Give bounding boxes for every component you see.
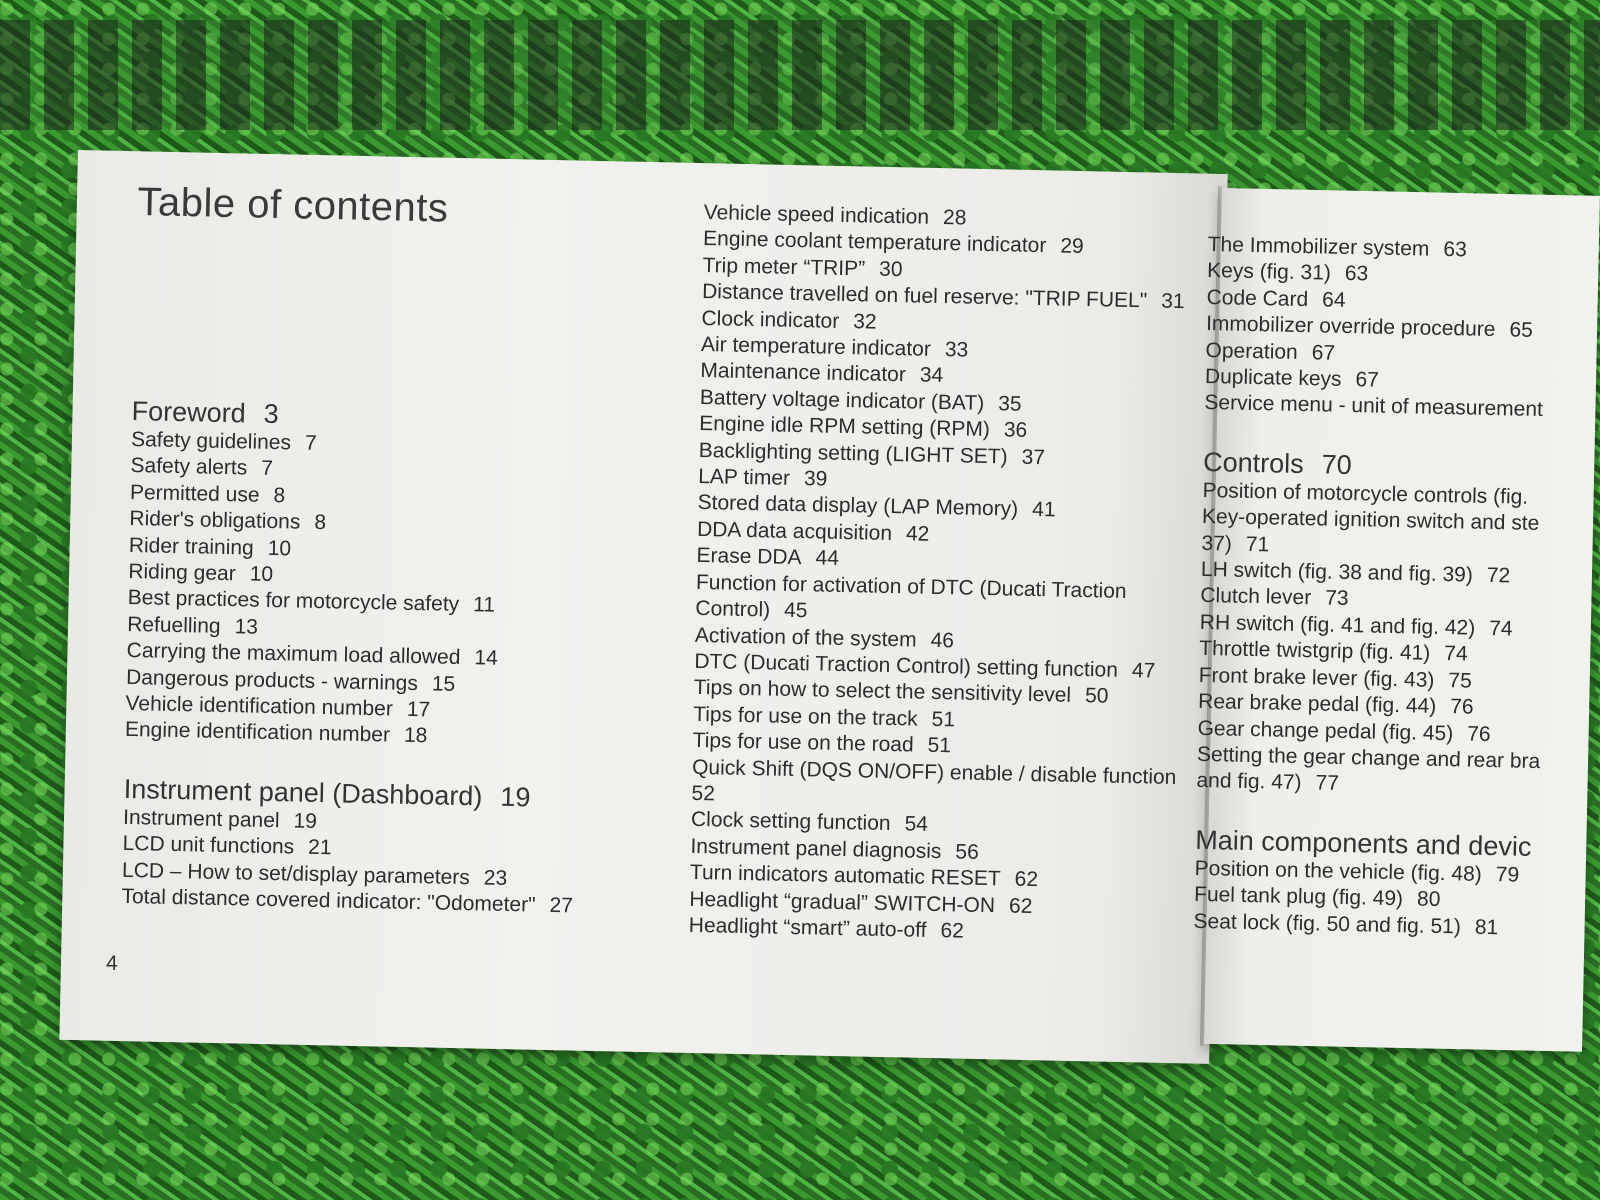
toc-entry-page: 29 (1060, 234, 1084, 259)
toc-entry-label: Engine idle RPM setting (RPM) (699, 412, 991, 442)
toc-entry-page: 76 (1450, 695, 1474, 719)
section-heading-page: 3 (263, 398, 280, 430)
toc-entry-label: Turn indicators automatic RESET (689, 861, 1001, 891)
right-page-clip (1193, 188, 1600, 1058)
toc-entry-label: Throttle twistgrip (fig. 41) (1199, 637, 1431, 666)
toc-entry-label: RH switch (fig. 41 and fig. 42) (1199, 610, 1476, 640)
mat-shadow-band (0, 20, 1600, 130)
toc-entry-label: Stored data display (LAP Memory) (697, 491, 1019, 522)
toc-entry-page: 8 (314, 511, 327, 535)
toc-entry-page: 45 (783, 598, 808, 623)
page-number: 4 (106, 952, 118, 975)
section-heading-label: Instrument panel (Dashboard) (123, 773, 483, 812)
toc-entry-label: Instrument panel (122, 805, 280, 833)
toc-entry-page: 72 (1486, 563, 1511, 588)
toc-entry-label: Clock setting function (690, 808, 891, 836)
toc-entry-label: Best practices for motorcycle safety (127, 586, 460, 617)
toc-entry-label: Erase DDA (696, 544, 802, 570)
toc-entry-label: and fig. 47) (1196, 769, 1302, 795)
toc-entry-page: 67 (1311, 340, 1336, 365)
toc-entry-page: 67 (1355, 368, 1380, 392)
toc-entry-label: Front brake lever (fig. 43) (1198, 663, 1435, 692)
toc-entry-page: 71 (1245, 532, 1270, 557)
foreword-entries (125, 427, 583, 753)
toc-entry-label: Clock indicator (701, 306, 840, 333)
toc-entry-label: Battery voltage indicator (BAT) (699, 385, 985, 415)
toc-entry-label: Instrument panel diagnosis (690, 834, 942, 863)
toc-entry-page: 23 (483, 866, 508, 890)
toc-entry-label: Seat lock (fig. 50 and fig. 51) (1193, 909, 1462, 938)
toc-entry-label: Service menu - unit of measurement (1204, 391, 1544, 422)
toc-entry-page: 28 (942, 206, 967, 230)
main-components-entries (1193, 856, 1538, 942)
toc-entry-label: Engine identification number (124, 718, 391, 747)
toc-entry-page: 54 (904, 812, 929, 837)
toc-entry-label: Duplicate keys (1204, 365, 1342, 391)
toc-entry-label: Tips for use on the track (692, 702, 918, 731)
toc-entry-label: Distance travelled on fuel reserve: "TRIP FUEL" (701, 280, 1148, 313)
toc-entry-label: Quick Shift (DQS ON/OFF) enable / disable function (691, 755, 1177, 789)
toc-right-column (1193, 232, 1551, 942)
toc-entry-label: Headlight “gradual” SWITCH-ON (689, 887, 996, 917)
toc-entry-page: 73 (1325, 587, 1349, 611)
toc-title-block (137, 180, 449, 232)
toc-entry-label: Trip meter “TRIP” (702, 253, 866, 281)
toc-entry-page: 50 (1084, 684, 1109, 708)
toc-entry-page: 7 (304, 431, 317, 455)
toc-entry-page: 77 (1315, 771, 1340, 796)
toc-entry-page: 81 (1474, 915, 1499, 939)
toc-entry-page: 63 (1443, 237, 1468, 262)
toc-entry-label: Safety guidelines (130, 427, 292, 455)
middle-entries (689, 200, 1189, 949)
toc-entry-page: 65 (1509, 318, 1534, 343)
toc-entry-label: Position on the vehicle (fig. 48) (1194, 856, 1483, 886)
toc-entry-label: Vehicle identification number (125, 691, 394, 721)
toc-entry-page: 62 (940, 919, 965, 943)
toc-entry-page: 11 (472, 593, 496, 618)
toc-entry-label: Engine coolant temperature indicator (702, 227, 1047, 258)
toc-entry-label: Activation of the system (694, 623, 917, 652)
toc-entry-label: Rear brake pedal (fig. 44) (1197, 689, 1437, 718)
toc-entry-page: 10 (249, 562, 274, 587)
toc-entry-page: 75 (1448, 668, 1473, 693)
toc-entry-page: 31 (1160, 289, 1185, 314)
toc-entry-label: Maintenance indicator (700, 359, 907, 387)
toc-entry-label: Dangerous products - warnings (125, 665, 419, 695)
toc-entry-label: Tips on how to select the sensitivity level (693, 676, 1072, 708)
toc-entry-page: 41 (1031, 498, 1056, 522)
toc-entry-label: DTC (Ducati Traction Control) setting function (694, 649, 1119, 682)
section-heading-label: Main components and devic (1194, 824, 1532, 862)
toc-entry-label: Control) (695, 597, 771, 622)
toc-entry-page: 74 (1444, 642, 1468, 666)
toc-entry-page: 62 (1014, 867, 1039, 892)
toc-entry-label: Permitted use (129, 480, 260, 507)
toc-entry-label: Fuel tank plug (fig. 49) (1193, 882, 1404, 911)
toc-entry-label: Rider's obligations (129, 507, 301, 534)
toc-entry-label: The Immobilizer system (1207, 232, 1430, 261)
toc-entry-label: Total distance covered indicator: "Odometer" (121, 884, 536, 917)
toc-entry-label: Keys (fig. 31) (1206, 259, 1332, 285)
toc-entry-page: 19 (293, 809, 318, 833)
toc-entry-page: 62 (1008, 894, 1033, 918)
toc-entry-label: Rider training (128, 533, 254, 560)
toc-entry-label: Safety alerts (130, 454, 248, 480)
toc-entry-label: Operation (1205, 338, 1298, 364)
toc-entry-label: Clutch lever (1200, 584, 1312, 610)
toc-entry-label: Position of motorcycle controls (fig. (1202, 478, 1529, 509)
toc-entry-label: Gear change pedal (fig. 45) (1197, 716, 1454, 745)
toc-entry-page: 17 (406, 697, 431, 722)
toc-entry-label: Immobilizer override procedure (1205, 312, 1496, 342)
toc-entry-page: 39 (803, 467, 828, 491)
toc-entry-label: LCD unit functions (122, 832, 295, 859)
immobilizer-entries (1204, 232, 1551, 424)
toc-entry-page: 42 (905, 522, 930, 546)
toc-entry-label: Setting the gear change and rear bra (1196, 742, 1541, 773)
toc-entry-label: Carrying the maximum load allowed (126, 639, 461, 670)
toc-entry-page: 18 (403, 724, 428, 748)
toc-entry-page: 47 (1131, 658, 1156, 683)
toc-entry-label: Headlight “smart” auto-off (688, 913, 927, 942)
section-heading-label: Foreword (131, 396, 247, 429)
toc-entry-page: 46 (930, 628, 955, 652)
toc-entry-label: 37) (1201, 531, 1233, 556)
toc-left-column (121, 396, 583, 920)
toc-entry-page: 36 (1003, 418, 1028, 443)
toc-entry-label: Air temperature indicator (700, 333, 932, 361)
section-heading-page: 70 (1321, 449, 1353, 480)
toc-entry-page: 32 (852, 309, 877, 334)
toc-entry-label: Function for activation of DTC (Ducati Traction (695, 570, 1127, 603)
toc-entry-page: 64 (1321, 288, 1346, 312)
toc-entry-page: 27 (549, 893, 574, 918)
toc-entry-label: Backlighting setting (LIGHT SET) (698, 438, 1008, 469)
toc-entry-page: 21 (307, 836, 332, 860)
page-title: Table of contents (137, 180, 449, 231)
toc-entry-page: 10 (267, 536, 292, 560)
toc-entry-label: Vehicle speed indication (703, 200, 930, 229)
toc-entry-page: 30 (878, 257, 903, 281)
toc-entry-page: 37 (1021, 445, 1046, 469)
toc-entry-page: 51 (927, 733, 952, 758)
toc-entry-page: 63 (1344, 262, 1369, 286)
section-heading-label: Controls (1202, 446, 1305, 479)
toc-entry-label: Tips for use on the road (692, 729, 914, 757)
toc-entry-page: 33 (944, 338, 969, 362)
toc-entry-label: Key-operated ignition switch and ste (1201, 505, 1540, 536)
toc-entry-page: 15 (431, 672, 456, 696)
toc-entry-label: LH switch (fig. 38 and fig. 39) (1200, 557, 1474, 587)
section-heading-page: 19 (500, 781, 531, 813)
controls-entries (1196, 478, 1546, 802)
toc-entry-page: 35 (997, 392, 1022, 416)
toc-entry-label: Riding gear (128, 559, 236, 586)
toc-entry-label: Refuelling (126, 612, 221, 638)
toc-entry-page: 56 (955, 840, 980, 864)
toc-entry-label: DDA data acquisition (696, 517, 893, 545)
toc-middle-column (689, 200, 1189, 949)
toc-entry-page: 14 (474, 646, 498, 670)
toc-entry-label: 52 (691, 781, 716, 806)
toc-entry-page: 76 (1466, 722, 1491, 746)
toc-entry-page: 34 (919, 363, 944, 388)
toc-entry-label: LCD – How to set/display parameters (121, 858, 471, 889)
toc-entry-page: 80 (1416, 887, 1441, 912)
toc-entry-page: 44 (815, 546, 840, 571)
toc-entry-page: 79 (1495, 862, 1520, 887)
toc-entry-label: Code Card (1206, 285, 1309, 311)
toc-entry-label: LAP timer (697, 465, 791, 490)
toc-entry-page: 13 (234, 615, 259, 639)
toc-entry-page: 8 (273, 483, 286, 508)
toc-entry-page: 74 (1488, 616, 1513, 641)
toc-entry-page: 7 (261, 457, 274, 481)
toc-entry-page: 51 (931, 707, 956, 732)
instrument-panel-entries (121, 805, 575, 920)
